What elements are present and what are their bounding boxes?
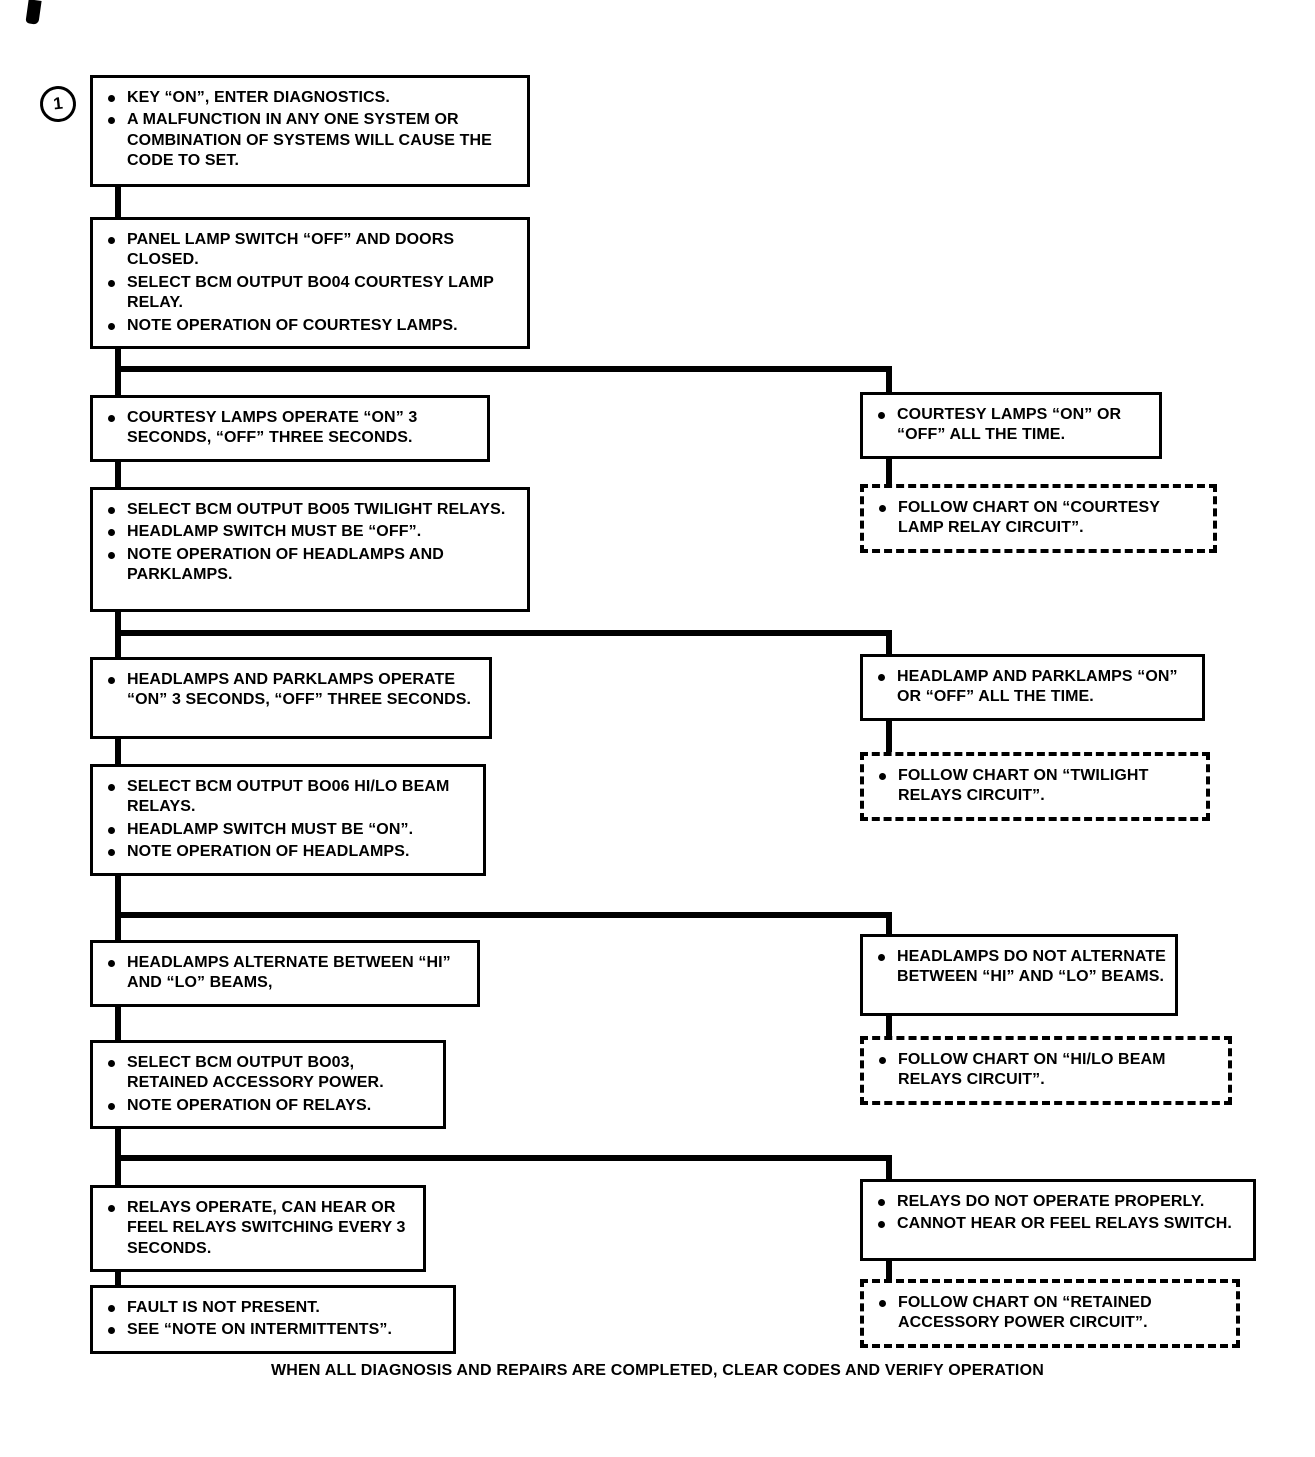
branch-line: [115, 1155, 892, 1161]
node-text-item: NOTE OPERATION OF RELAYS.: [99, 1096, 435, 1116]
flow-node-rap-pass: [90, 1185, 426, 1272]
flow-node-rap-fail: [860, 1179, 1256, 1261]
connector-line: [115, 739, 121, 764]
node-text-item: COURTESY LAMPS “ON” OR “OFF” ALL THE TIME.: [869, 405, 1151, 446]
bullet-list: [99, 670, 481, 711]
flow-node-courtesy-pass: [90, 395, 490, 462]
bullet-list: [870, 1050, 1220, 1091]
branch-line: [886, 912, 892, 934]
connector-line: [886, 1261, 892, 1279]
bullet-list: [869, 405, 1151, 446]
flow-node-start: [90, 75, 530, 187]
node-text-item: KEY “ON”, ENTER DIAGNOSTICS.: [99, 88, 519, 108]
node-text-item: NOTE OPERATION OF COURTESY LAMPS.: [99, 316, 519, 336]
node-text-item: HEADLAMPS AND PARKLAMPS OPERATE “ON” 3 SECONDS, “OFF” THREE SECONDS.: [99, 670, 481, 711]
flow-node-hilo-fail: [860, 934, 1178, 1016]
branch-line: [115, 912, 892, 918]
bullet-list: [99, 777, 475, 863]
node-text-item: HEADLAMPS DO NOT ALTERNATE BETWEEN “HI” AND “LO” BEAMS.: [869, 947, 1167, 988]
node-text-item: RELAYS OPERATE, CAN HEAR OR FEEL RELAYS SWITCHING EVERY 3 SECONDS.: [99, 1198, 415, 1259]
node-text-item: PANEL LAMP SWITCH “OFF” AND DOORS CLOSED.: [99, 230, 519, 271]
flow-node-hilo-follow-chart: [860, 1036, 1232, 1105]
flow-node-twilight-test: [90, 487, 530, 612]
node-text-item: SEE “NOTE ON INTERMITTENTS”.: [99, 1320, 445, 1340]
bullet-list: [870, 766, 1198, 807]
bullet-list: [869, 947, 1167, 988]
bullet-list: [99, 953, 469, 994]
flow-node-rap-follow-chart: [860, 1279, 1240, 1348]
node-text-item: SELECT BCM OUTPUT BO05 TWILIGHT RELAYS.: [99, 500, 519, 520]
bullet-list: [99, 1298, 445, 1341]
node-text-item: NOTE OPERATION OF HEADLAMPS AND PARKLAMPS.: [99, 545, 519, 586]
bullet-list: [99, 1198, 415, 1259]
connector-line: [115, 187, 121, 217]
flow-node-twilight-follow-chart: [860, 752, 1210, 821]
step-number-marker: [38, 84, 78, 124]
node-text-item: RELAYS DO NOT OPERATE PROPERLY.: [869, 1192, 1245, 1212]
node-text-item: FAULT IS NOT PRESENT.: [99, 1298, 445, 1318]
node-text-item: A MALFUNCTION IN ANY ONE SYSTEM OR COMBINATION OF SYSTEMS WILL CAUSE THE CODE TO SET.: [99, 110, 519, 171]
flow-node-courtesy-follow-chart: [860, 484, 1217, 553]
bullet-list: [869, 1192, 1245, 1235]
node-text-item: HEADLAMP SWITCH MUST BE “OFF”.: [99, 522, 519, 542]
step-number: 1: [52, 93, 64, 114]
connector-line: [115, 347, 121, 397]
node-text-item: SELECT BCM OUTPUT BO06 HI/LO BEAM RELAYS.: [99, 777, 475, 818]
connector-line: [115, 866, 121, 940]
bullet-list: [869, 667, 1194, 708]
flow-node-hilo-pass: [90, 940, 480, 1007]
node-text-item: CANNOT HEAR OR FEEL RELAYS SWITCH.: [869, 1214, 1245, 1234]
node-text-item: FOLLOW CHART ON “HI/LO BEAM RELAYS CIRCUIT”.: [870, 1050, 1220, 1091]
node-text-item: FOLLOW CHART ON “COURTESY LAMP RELAY CIRCUIT”.: [870, 498, 1205, 539]
bullet-list: [99, 500, 519, 586]
bullet-list: [870, 498, 1205, 539]
branch-line: [886, 630, 892, 654]
branch-line: [115, 366, 892, 372]
branch-line: [115, 630, 892, 636]
branch-line: [886, 1155, 892, 1179]
flow-node-fault-not-present: [90, 1285, 456, 1354]
node-text-item: FOLLOW CHART ON “RETAINED ACCESSORY POWER CIRCUIT”.: [870, 1293, 1228, 1334]
node-text-item: HEADLAMPS ALTERNATE BETWEEN “HI” AND “LO” BEAMS,: [99, 953, 469, 994]
footer-note: WHEN ALL DIAGNOSIS AND REPAIRS ARE COMPLETED, CLEAR CODES AND VERIFY OPERATION: [271, 1362, 1044, 1379]
connector-line: [886, 1016, 892, 1036]
node-text-item: HEADLAMP SWITCH MUST BE “ON”.: [99, 820, 475, 840]
node-text-item: HEADLAMP AND PARKLAMPS “ON” OR “OFF” ALL THE TIME.: [869, 667, 1194, 708]
bullet-list: [99, 1053, 435, 1116]
flow-node-rap-test: [90, 1040, 446, 1129]
flow-node-courtesy-fail: [860, 392, 1162, 459]
bullet-list: [870, 1293, 1228, 1334]
flow-node-hilo-test: [90, 764, 486, 876]
bullet-list: [99, 88, 519, 172]
bullet-list: [99, 408, 479, 449]
node-text-item: NOTE OPERATION OF HEADLAMPS.: [99, 842, 475, 862]
flow-node-twilight-fail: [860, 654, 1205, 721]
node-text-item: SELECT BCM OUTPUT BO03, RETAINED ACCESSORY POWER.: [99, 1053, 435, 1094]
branch-line: [886, 366, 892, 394]
connector-line: [115, 1122, 121, 1185]
node-text-item: COURTESY LAMPS OPERATE “ON” 3 SECONDS, “OFF” THREE SECONDS.: [99, 408, 479, 449]
bullet-list: [99, 230, 519, 336]
flow-node-twilight-pass: [90, 657, 492, 739]
node-text-item: SELECT BCM OUTPUT BO04 COURTESY LAMP RELAY.: [99, 273, 519, 314]
node-text-item: FOLLOW CHART ON “TWILIGHT RELAYS CIRCUIT”.: [870, 766, 1198, 807]
scan-artifact-mark: [25, 0, 41, 25]
flow-node-courtesy-test: [90, 217, 530, 349]
